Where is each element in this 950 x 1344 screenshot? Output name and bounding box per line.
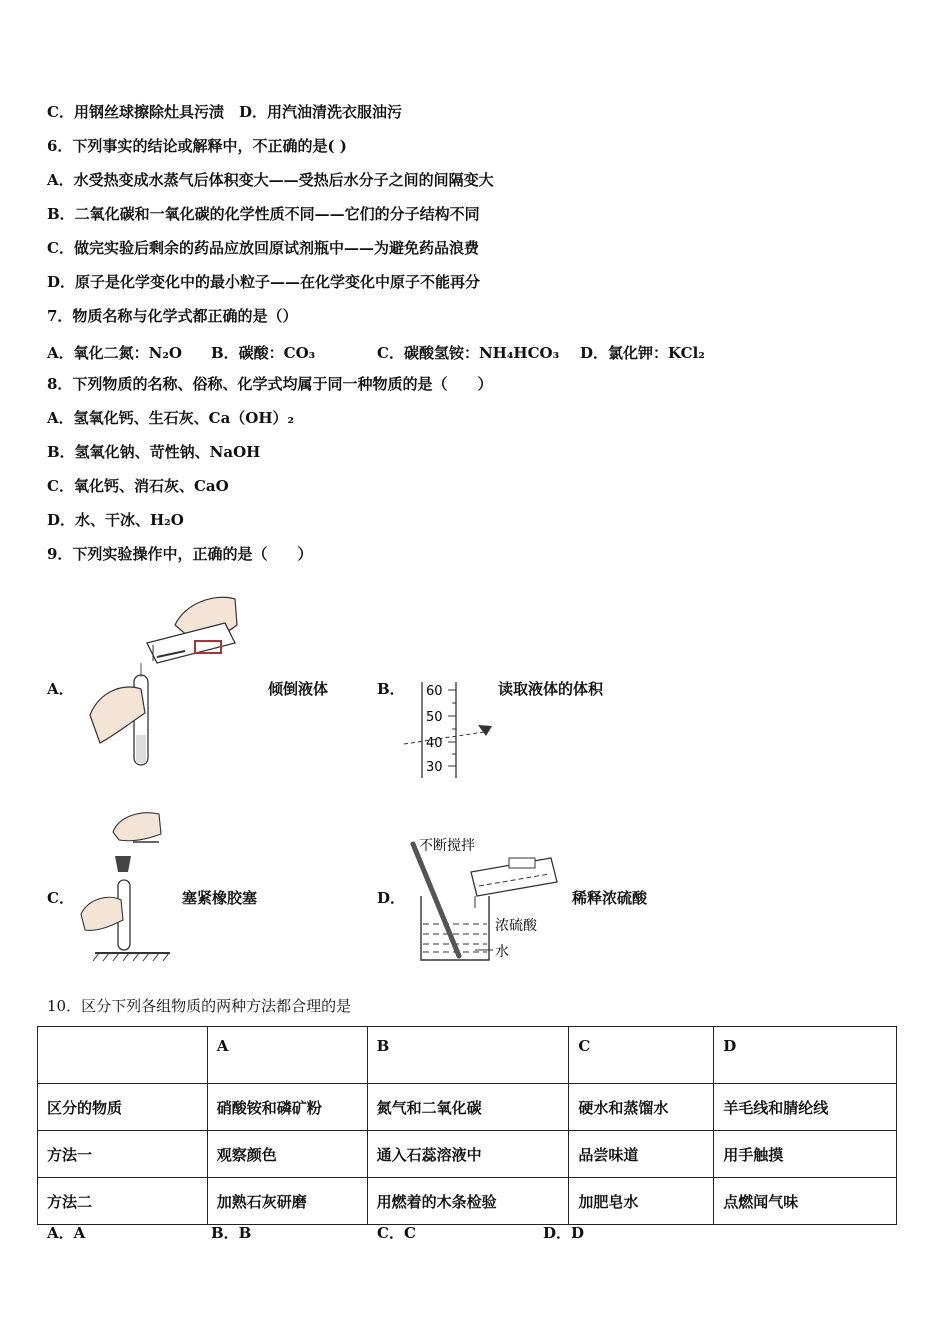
q7-option-a: A．氧化二氮：N₂O [47,344,182,362]
q8-stem: 8．下列物质的名称、俗称、化学式均属于同一种物质的是（ ） [47,375,493,393]
header-cell: B [367,1027,569,1084]
table-cell: 用手触摸 [714,1131,897,1178]
header-cell: D [714,1027,897,1084]
pour-liquid-illustration [85,585,245,770]
stir-label: 不断搅拌 [419,838,475,854]
table-cell: 区分的物质 [38,1084,208,1131]
water-label: 水 [495,944,509,960]
table-cell: 方法一 [38,1131,208,1178]
table-cell: 观察颜色 [207,1131,367,1178]
insert-stopper-illustration [75,808,175,963]
tick-60: 60 [426,684,443,699]
table-cell: 硝酸铵和磷矿粉 [207,1084,367,1131]
table-cell: 用燃着的木条检验 [367,1178,569,1225]
q6-option-a: A．水受热变成水蒸气后体积变大——受热后水分子之间的间隔变大 [47,171,494,189]
q6-option-c: C．做完实验后剩余的药品应放回原试剂瓶中——为避免药品浪费 [47,239,479,257]
table-cell: 羊毛线和腈纶线 [714,1084,897,1131]
cylinder-reading-illustration [400,680,510,780]
q8-option-b: B．氢氧化钠、苛性钠、NaOH [47,443,261,461]
q9-option-c-text: 塞紧橡胶塞 [182,889,258,907]
q7-option-d: D．氯化钾：KCl₂ [580,344,705,362]
q7-option-b: B．碳酸：CO₃ [211,344,316,362]
header-cell: C [569,1027,714,1084]
eye-icon [478,725,492,736]
table-cell: 品尝味道 [569,1131,714,1178]
q9-option-b-letter: B． [377,680,405,698]
table-cell: 氮气和二氧化碳 [367,1084,569,1131]
q10-option-b: B．B [211,1224,252,1242]
tick-40: 40 [426,736,443,751]
tick-30: 30 [426,760,443,775]
q9-option-a-text: 倾倒液体 [268,680,329,698]
table-header-row [38,1027,897,1084]
q8-option-c: C．氧化钙、消石灰、CaO [47,477,229,495]
q10-option-d: D．D [543,1224,585,1242]
table-cell: 方法二 [38,1178,208,1225]
table-row [38,1131,897,1178]
q6-option-d: D．原子是化学变化中的最小粒子——在化学变化中原子不能再分 [47,273,481,291]
table-cell: 加熟石灰研磨 [207,1178,367,1225]
q7-option-c: C．碳酸氢铵：NH₄HCO₃ [377,344,560,362]
table-cell: 加肥皂水 [569,1178,714,1225]
q9-option-c-letter: C． [47,889,74,907]
q5-options-cd: C．用钢丝球擦除灶具污渍 D．用汽油清洗衣服油污 [47,103,402,121]
q10-table [37,1026,897,1225]
header-cell: A [207,1027,367,1084]
q8-option-d: D．水、干冰、H₂O [47,511,184,529]
table-row [38,1178,897,1225]
dilute-acid-illustration [405,832,565,967]
table-cell: 点燃闻气味 [714,1178,897,1225]
q9-option-b-text: 读取液体的体积 [498,680,604,698]
q9-option-d-text: 稀释浓硫酸 [572,889,648,907]
q10-option-a: A．A [47,1224,86,1242]
acid-label: 浓硫酸 [495,918,537,934]
q6-option-b: B．二氧化碳和一氧化碳的化学性质不同——它们的分子结构不同 [47,205,480,223]
q9-option-d-letter: D． [377,889,406,907]
q7-stem: 7．物质名称与化学式都正确的是（） [47,307,298,325]
table-row [38,1084,897,1131]
tick-50: 50 [426,710,443,725]
q9-stem: 9．下列实验操作中，正确的是（ ） [47,545,313,563]
q8-option-a: A．氢氧化钙、生石灰、Ca（OH）₂ [47,409,295,427]
table-cell: 通入石蕊溶液中 [367,1131,569,1178]
q9-option-a-letter: A． [47,680,74,698]
q10-option-c: C．C [377,1224,416,1242]
q10-stem: 10．区分下列各组物质的两种方法都合理的是 [47,997,352,1015]
table-cell: 硬水和蒸馏水 [569,1084,714,1131]
header-cell [38,1027,208,1084]
q6-stem: 6．下列事实的结论或解释中，不正确的是( ) [47,137,347,155]
